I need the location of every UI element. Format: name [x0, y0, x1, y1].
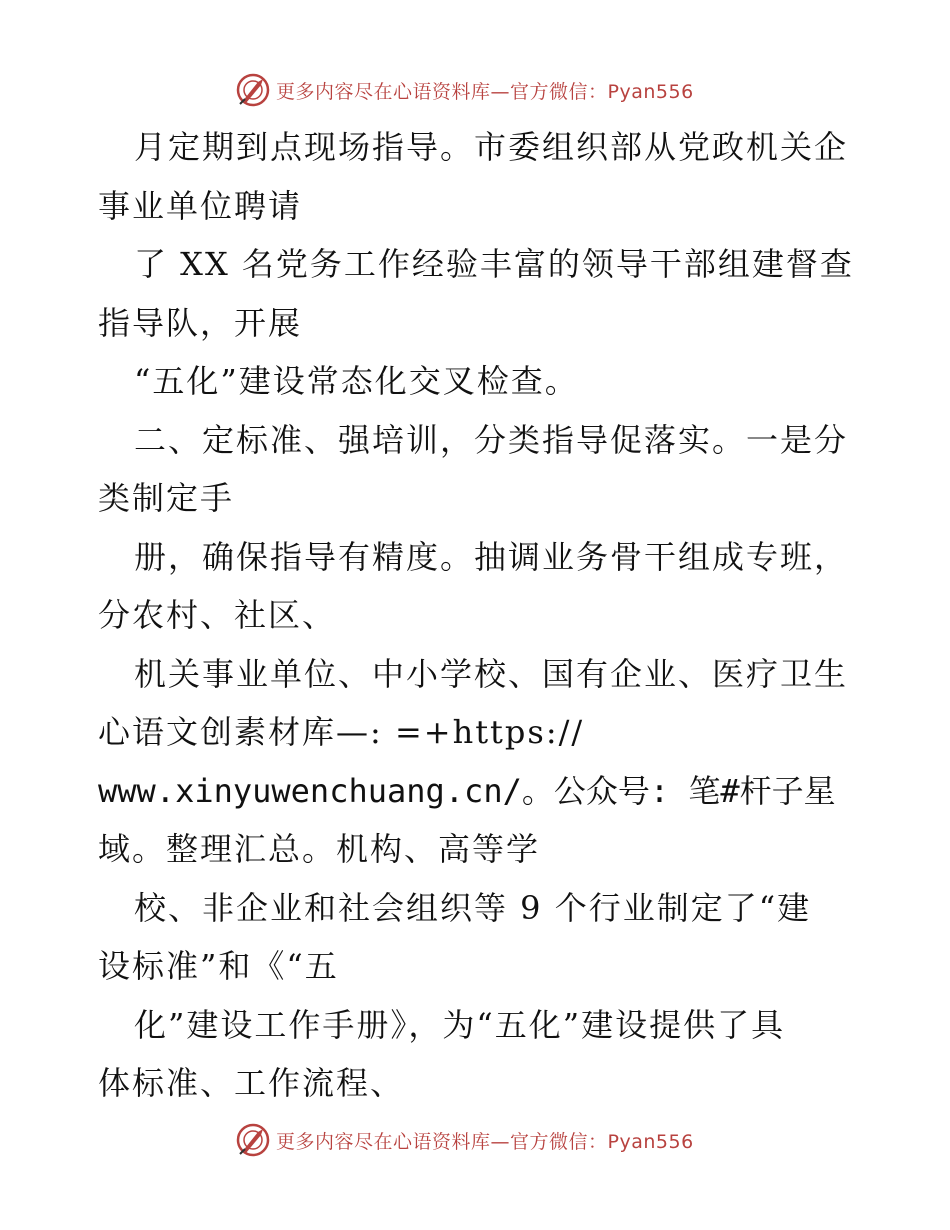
watermark-banner-bottom	[236, 1120, 716, 1160]
text-line: 设标准”和《“五	[98, 947, 339, 985]
watermark-banner-top	[236, 70, 716, 110]
text-line: 了 XX 名党务工作经验丰富的领导干部组建督查	[134, 245, 854, 283]
text-line: 心语文创素材库—: =+https://	[98, 713, 585, 751]
text-line: 化”建设工作手册》，为“五化”建设提供了具	[134, 1005, 786, 1044]
text-line: “五化”建设常态化交叉检查。	[134, 362, 579, 400]
text-line: 指导队，开展	[98, 303, 303, 342]
body-text	[98, 118, 878, 1113]
text-line: 机关事业单位、中小学校、国有企业、医疗卫生	[134, 654, 849, 693]
text-line: 册，确保指导有精度。抽调业务骨干组成专班，	[134, 537, 849, 576]
text-line: 域。整理汇总。机构、高等学	[98, 830, 541, 868]
quill-pen-logo-icon	[236, 73, 270, 107]
text-line: 分农村、社区、	[98, 596, 337, 634]
watermark-text-top: 更多内容尽在心语资料库—官方微信：Pyan556	[276, 80, 694, 103]
text-line: 校、非企业和社会组织等 9 个行业制定了“建	[134, 888, 812, 927]
text-line: 事业单位聘请	[98, 186, 303, 225]
quill-pen-logo-icon	[236, 1123, 270, 1157]
text-line: 体标准、工作流程、	[98, 1064, 405, 1102]
text-line: 二、定标准、强培训，分类指导促落实。一是分	[134, 420, 849, 459]
text-line: 类制定手	[98, 479, 235, 517]
text-line-url: www.xinyuwenchuang.cn/。公众号: 笔#杆子星	[98, 771, 836, 810]
text-line: 月定期到点现场指导。市委组织部从党政机关企	[134, 128, 849, 166]
watermark-text-bottom: 更多内容尽在心语资料库—官方微信：Pyan556	[276, 1130, 694, 1153]
